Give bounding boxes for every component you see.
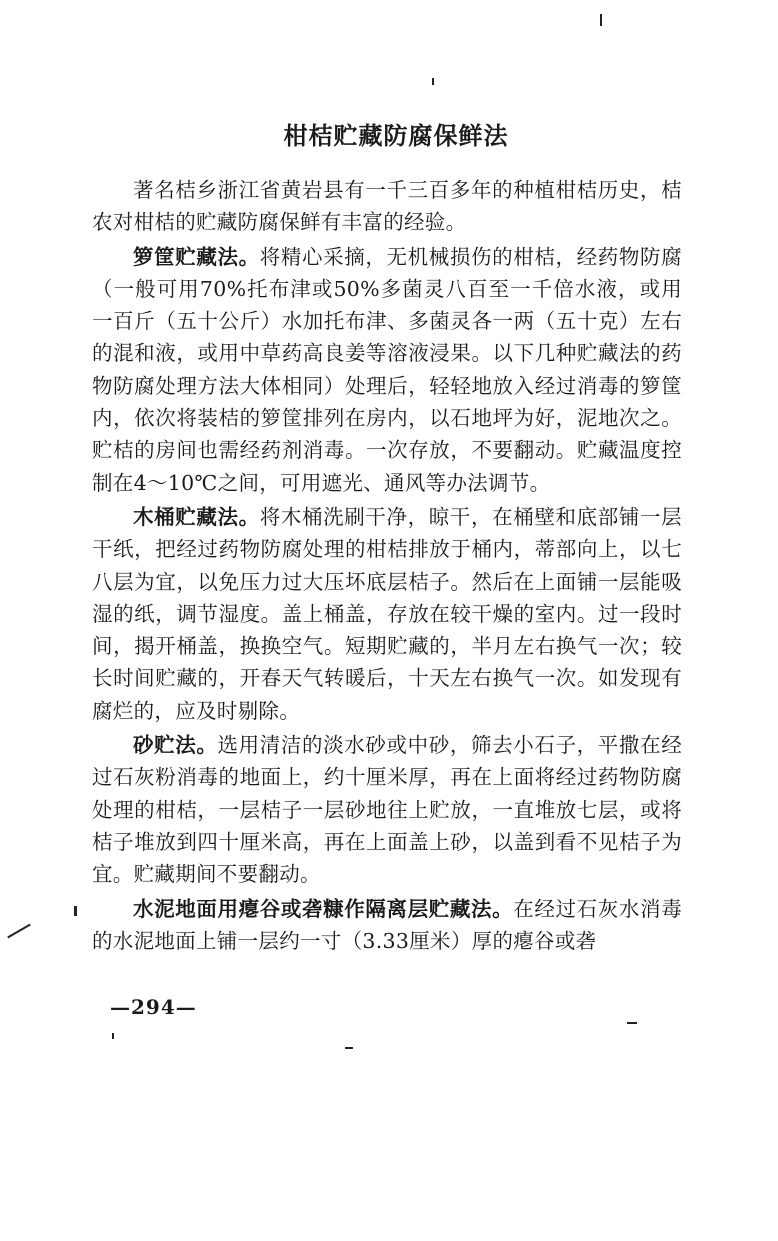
- section-sand-storage: [92, 729, 682, 890]
- scan-speck: [112, 1033, 114, 1039]
- section-body: 将木桶洗刷干净，晾干，在桶壁和底部铺一层干纸，把经过药物防腐处理的柑桔排放于桶内，蒂部向上，以七八层为宜，以免压力过大压坏底层桔子。然后在上面铺一层能吸湿的纸，调节湿度。盖上桶盖，存放在较干燥的室内。过一段时间，揭开桶盖，换换空气。短期贮藏的，半月左右换气一次；较长时间贮藏的，开春天气转暖后，十天左右换气一次。如发现有腐烂的，应及时剔除。: [92, 504, 682, 723]
- section-basket-storage: [92, 241, 682, 499]
- scan-speck: [627, 1022, 637, 1024]
- section-body: 在经过石灰水消毒的水泥地面上铺一层约一寸（3.33厘米）厚的瘪谷或砻: [92, 896, 682, 953]
- section-heading: 水泥地面用瘪谷或砻糠作隔离层贮藏法。: [133, 896, 514, 921]
- intro-paragraph: 著名桔乡浙江省黄岩县有一千三百多年的种植柑桔历史，桔农对柑桔的贮藏防腐保鲜有丰富的经验。: [92, 178, 682, 235]
- section-body: 将精心采摘，无机械损伤的柑桔，经药物防腐（一般可用70%托布津或50%多菌灵八百至一千倍水液，或用一百斤（五十公斤）水加托布津、多菌灵各一两（五十克）左右的混和液，或用中草药高良姜等溶液浸果。以下几种贮藏法的药物防腐处理方法大体相同）处理后，轻轻地放入经过消毒的箩筐内，依次将装桔的箩筐排列在房内，以石地坪为好，泥地次之。贮桔的房间也需经药剂消毒。一次存放，不要翻动。贮藏温度控制在4～10℃之间，可用遮光、通风等办法调节。: [92, 244, 682, 495]
- scan-speck: [74, 906, 77, 916]
- section-cement-floor-storage: [92, 893, 682, 958]
- section-barrel-storage: [92, 501, 682, 727]
- article-title: 柑桔贮藏防腐保鲜法: [283, 121, 509, 150]
- page-number: —294—: [110, 995, 197, 1019]
- section-body: 选用清洁的淡水砂或中砂，筛去小石子，平撒在经过石灰粉消毒的地面上，约十厘米厚，再在上面将经过药物防腐处理的柑桔，一层桔子一层砂地往上贮放，一直堆放七层，或将桔子堆放到四十厘米高，再在上面盖上砂，以盖到看不见桔子为宜。贮藏期间不要翻动。: [92, 733, 682, 887]
- document-page: [92, 112, 682, 959]
- scan-speck: [432, 78, 434, 85]
- section-heading: 木桶贮藏法。: [133, 504, 260, 529]
- scan-speck: [345, 1047, 353, 1049]
- section-heading: 箩筐贮藏法。: [133, 244, 260, 269]
- scan-speck: [7, 924, 31, 939]
- section-heading: 砂贮法。: [133, 733, 218, 758]
- scan-speck: [600, 14, 602, 26]
